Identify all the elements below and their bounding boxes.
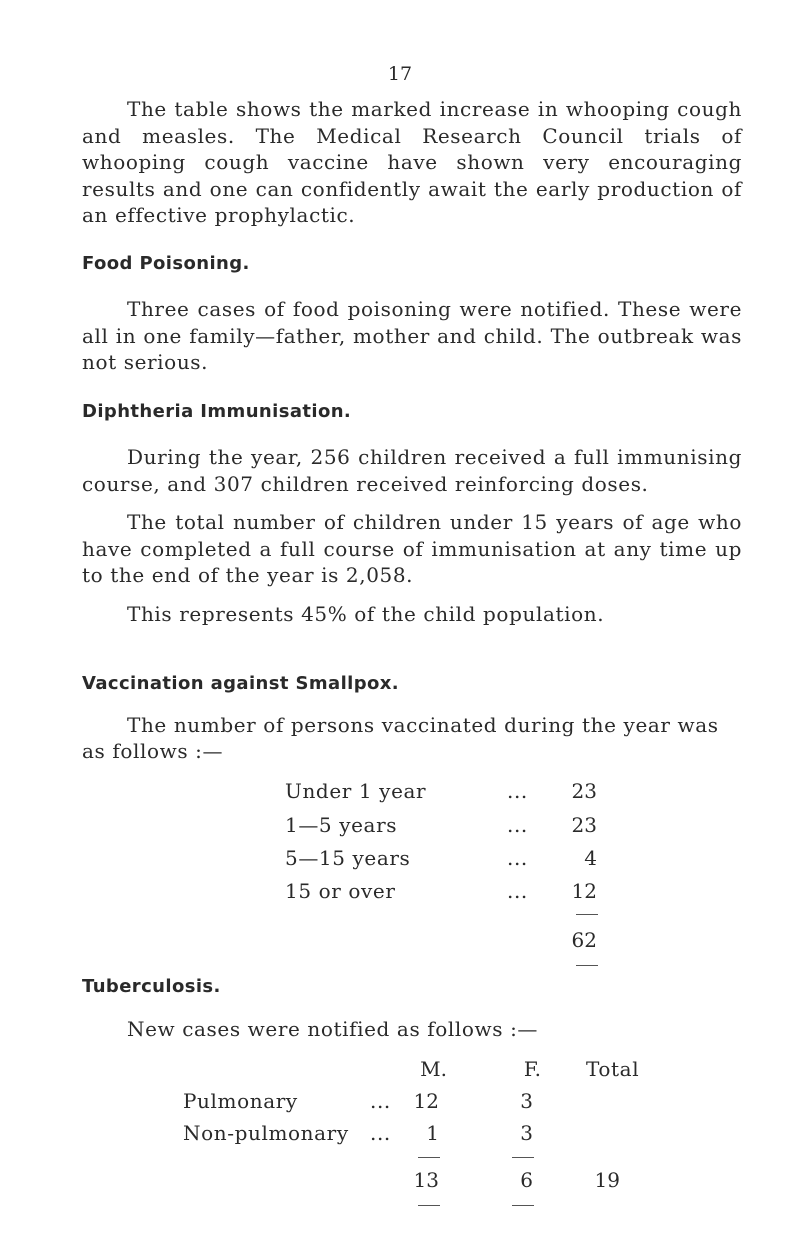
tb-row-f: 3 [520, 1089, 533, 1113]
tb-row-m: 1 [426, 1121, 439, 1145]
vaccination-total-underline [576, 965, 598, 966]
tuberculosis-intro: New cases were notified as follows :— [127, 1017, 539, 1041]
tb-header-total: Total [586, 1057, 640, 1081]
vaccination-intro-line-2: as follows :— [82, 739, 224, 763]
diphtheria-paragraph-2: The total number of children under 15 years of age who have completed a full course of immunisation at any time up to the end of the year is 2,058. [82, 510, 742, 587]
diphtheria-paragraph-3: This represents 45% of the child population. [127, 602, 605, 626]
vaccination-row-dots: ... [507, 779, 528, 803]
diphtheria-heading: Diphtheria Immunisation. [82, 401, 352, 422]
food-poisoning-paragraph: Three cases of food poisoning were notified. These were all in one family—father, mother and child. The outbreak was not serious. [82, 297, 742, 374]
tb-total-underline-m [418, 1205, 440, 1206]
vaccination-row-value: 12 [571, 879, 597, 903]
tuberculosis-heading: Tuberculosis. [82, 976, 221, 997]
tb-row-label: Non-pulmonary [183, 1121, 349, 1145]
tb-total-rule-f [512, 1157, 534, 1158]
vaccination-row-dots: ... [507, 879, 528, 903]
tb-total-underline-f [512, 1205, 534, 1206]
tb-total-m: 13 [413, 1168, 439, 1192]
tb-row-m: 12 [413, 1089, 439, 1113]
tb-total-rule-m [418, 1157, 440, 1158]
vaccination-heading: Vaccination against Smallpox. [82, 673, 400, 694]
tb-total-all: 19 [594, 1168, 620, 1192]
page-number: 17 [387, 63, 413, 85]
vaccination-total-rule [576, 914, 598, 915]
vaccination-total: 62 [571, 928, 597, 952]
tb-row-dots: ... [370, 1089, 391, 1113]
vaccination-row-value: 4 [584, 846, 597, 870]
vaccination-row-dots: ... [507, 813, 528, 837]
food-poisoning-heading: Food Poisoning. [82, 253, 250, 274]
vaccination-row-dots: ... [507, 846, 528, 870]
tb-header-m: M. [420, 1057, 447, 1081]
vaccination-row-label: 5—15 years [285, 846, 411, 870]
vaccination-row-value: 23 [571, 779, 597, 803]
tb-total-f: 6 [520, 1168, 533, 1192]
vaccination-row-label: 15 or over [285, 879, 396, 903]
vaccination-row-label: 1—5 years [285, 813, 398, 837]
vaccination-row-label: Under 1 year [285, 779, 427, 803]
intro-paragraph: The table shows the marked increase in whooping cough and measles. The Medical Research Council trials of whooping cough vaccine have shown very encouraging results and one can confidently await the early production of an effective prophylactic. [82, 97, 742, 227]
tb-row-dots: ... [370, 1121, 391, 1145]
vaccination-row-value: 23 [571, 813, 597, 837]
vaccination-intro-line-1: The number of persons vaccinated during the year was [127, 713, 719, 737]
diphtheria-paragraph-1: During the year, 256 children received a full immunising course, and 307 children received reinforcing doses. [82, 445, 742, 496]
tb-row-f: 3 [520, 1121, 533, 1145]
tb-header-f: F. [523, 1057, 541, 1081]
tb-row-label: Pulmonary [183, 1089, 298, 1113]
